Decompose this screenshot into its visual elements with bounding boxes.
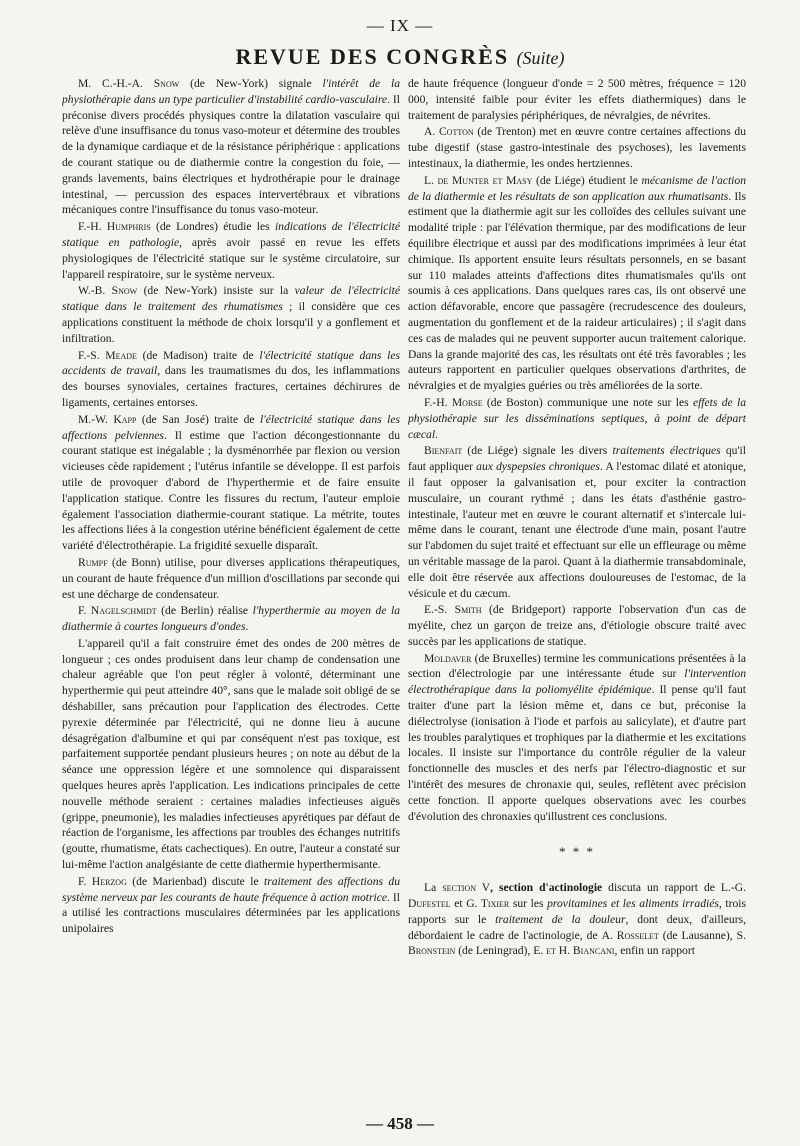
body-text: La (424, 881, 443, 895)
author-name: F.-H. Morse (424, 395, 483, 409)
body-text: (de Bonn) utilise, pour diverses applications thérapeutiques, un courant de haute fréquence d'un million d'oscillations par seconde qui est une décharge de condensateur. (62, 555, 400, 601)
paragraph (408, 124, 746, 171)
paragraph (62, 555, 400, 602)
body-text: , après avoir passé en revue les effets physiologiques de l'électricité statique sur le système circulatoire, sur l'appareil respiratoire, sur le système nerveux. (62, 235, 400, 281)
body-text: , trois rapports sur le (408, 897, 746, 926)
author-name: M.-W. Kapp (78, 412, 137, 426)
left-column (62, 76, 400, 1106)
body-text: (de New-York) insiste sur la (137, 284, 295, 298)
body-text: (de Liége) signale les divers (462, 444, 613, 458)
author-name: G. Tixier (466, 897, 510, 911)
author-name: L. de Munter et Masy (424, 173, 533, 187)
body-text: . Il préconise divers procédés physiques contre la dilatation vasculaire qui relève d'une insuffisance du tonus vaso-moteur et détermine des troubles de la dynamique cardiaque et de la résistance périphérique : applications de courant statique ou de diathermie contre la congestion du foie, — grands lavements, bains électriques et hydrothérapie pour le drainage intestinal, — percussion des espaces intervertébraux et vibrations mécaniques contre l'insuffisance du tonus vaso-moteur. (62, 92, 400, 217)
section-label: section V (442, 881, 491, 895)
paragraph (62, 412, 400, 554)
body-text: (de New-York) signale (179, 77, 323, 90)
author-name: S. Bronstein (408, 928, 746, 958)
paragraph (62, 348, 400, 411)
bold-text: , section d'actinologie (490, 881, 603, 895)
body-text: . Ils estiment que la diathermie agit sur les colloïdes des cellules suivant une modalité triple : par l'élévation thermique, par des modifications de leur équilibre électrique et aussi par des modifications imprimées à leur état chimique. Ils apportent ensuite leurs résultats personnels, en se basant sur 110 malades atteints d'affections dites rhumatismales qu'ils ont soumis à ces applications. Dans quelques rares cas, ils ont observé une action défavorable, encore que passagère (recrudescence des douleurs, augmentation du gonflement et de la raideur articulaires) ; il s'agit dans ces cas de malades qui ne peuvent supporter aucun traitement calorique. Dans la grande majorité des cas, les résultats ont été très favorables ; les auteurs rapportent en particulier quelques observations d'arthrites, de névralgies et de myalgies guéries ou très améliorées de la sorte. (408, 189, 746, 393)
author-name: L.-G. Dufestel (408, 881, 746, 911)
body-text: (de Liége) étudient le (532, 173, 642, 187)
paragraph: de haute fréquence (longueur d'onde = 2 500 mètres, fréquence = 120 000, intensité faible pour éviter les effets diathermiques) dans le traitement de paralysies périphériques, de névralgies, de névrites. (408, 77, 746, 122)
author-name: Rumpf (78, 555, 108, 569)
body-text: et (450, 897, 467, 911)
body-text: . Il estime que l'action décongestionnante du courant statique est inégalable ; la dysménorrhée par flexion ou version vicieuses cède rapidement ; l'utérus infantile se développe. Il est parfois utile de provoquer d'abord de l'hyperthermie et de faire ensuite l'application statique. Contre les fissures du rectum, l'auteur emploie également l'association diathermie-courant statique. La métrite, toutes les affections liées à la congestion utérine bénéficient également de cette variété d'électrothérapie. La frigidité sexuelle disparaît. (62, 428, 400, 553)
body-text: (de Leningrad), (455, 944, 534, 958)
author-name: F. Herzog (78, 874, 127, 888)
paragraph (408, 651, 746, 825)
paragraph (62, 874, 400, 937)
body-text: , enfin un rapport (614, 944, 695, 958)
body-text: qu'il faut appliquer (408, 444, 746, 474)
author-name: Moldaver (424, 651, 472, 665)
title-text: REVUE DES CONGRÈS (235, 44, 510, 69)
body-text: (de San José) traite de (136, 412, 261, 426)
body-text: . A l'estomac dilaté et atonique, il faut opposer la galvanisation et, pour exciter la contraction musculaire, un courant rythmé ; dans les états d'asthénie gastro-intestinale, l'auteur met en œuvre le courant alternatif et s'intercale lui-même dans le courant, tenant une électrode d'une main, posant l'autre sur l'abdomen du sujet traité et effectuant sur elle un effleurage ou même un véritable massage de la paroi. Quant à la diathermie transabdominale, elle doit être réservée aux affections douloureuses de l'estomac, de la vésicule et du cæcum. (408, 460, 746, 600)
body-text: discuta un rapport de (602, 881, 721, 895)
paragraph (408, 602, 746, 649)
body-text: (de Berlin) réalise (156, 604, 253, 618)
body-text: sur les (509, 897, 548, 911)
italic-text: indications de l'électricité statique en pathologie (62, 220, 400, 249)
italic-text: provitamines et les aliments irradiés (547, 897, 719, 911)
body-text: (de Bridgeport) rapporte l'observation d'un cas de myélite, chez un garçon de treize ans, d'étiologie obscure traité avec succès par les applications de statique. (408, 603, 746, 648)
section-numeral: — IX — (366, 16, 434, 35)
body-text: , dont deux, d'ailleurs, débordaient le cadre de l'actinologie, de (408, 912, 746, 942)
section-separator: * * * (559, 844, 595, 860)
page-number: — 458 — (366, 1114, 434, 1133)
author-name: E.-S. Smith (424, 603, 482, 617)
author-name: F.-H. Humphris (78, 220, 151, 234)
author-name: E. et H. Biancani (533, 944, 615, 958)
italic-text: l'intérêt de la physiothérapie dans un type particulier d'instabilité cardio-vasculaire (62, 77, 400, 106)
body-text: . Il pense qu'il faut traiter d'une part la lésion même et, dans ce but, préconise la diélectrolyse (ionisation à l'iode et parfois au salicylate), et d'autre part les troubles paralytiques et trophiques par la diathermie et les excitations locales. Il insiste sur l'importance du contrôle régulier de la valeur fonctionnelle des muscles et des nerfs par l'électro-diagnostic et sur l'intérêt des mesures de chronaxie qui, seules, reflètent avec précision cette fonction. Il apporte quelques observations avec les courbes d'évolution des chronaxies qu'illustrent ces conclusions. (408, 683, 746, 823)
body-text: (de Boston) communique une note sur les (482, 395, 693, 409)
paragraph (62, 603, 400, 635)
body-text: (de Londres) étudie les (150, 220, 275, 234)
body-text: (de Lausanne), (658, 928, 737, 942)
italic-text: l'hyperthermie au moyen de la diathermie à courtes longueurs d'ondes (62, 604, 400, 634)
paragraph: L'appareil qu'il a fait construire émet des ondes de 200 mètres de longueur ; ces ondes produisent dans leur champ de condensation une chaleur agréable que l'on peut régler à volonté, déterminant une hyperthermie qui peut atteindre 40°, sans que le malade soit obligé de se déshabiller, sans précaution pour l'application des électrodes. Cette pyrexie déterminée par l'électricité, qui ne donne lieu à aucune désagrégation d'albumine et qui par conséquent n'est pas toxique, est parfaitement supportée pendant plusieurs heures ; on note au début de la séance une oppression légère et une somnolence qui disparaissent quelques heures après l'application. Les indications principales de cette nouvelle méthode seraient : certaines maladies infectieuses aiguës (grippe, pneumonie), les maladies infectieuses apyrétiques par défaut de réaction de l'organisme, les affections par troubles des échanges nutritifs (goutte, rhumatisme, états cachectiques). En outre, l'auteur a constaté sur lui-même l'action analgésiante de cette diathermie hyperthermisante. (62, 636, 400, 872)
italic-text: valeur de l'électricité statique dans le traitement des rhumatismes (62, 284, 400, 314)
italic-text: l'intervention électrothérapique dans la poliomyélite épidémique (408, 667, 746, 697)
author-name: W.-B. Snow (78, 284, 138, 298)
paragraph (408, 880, 746, 959)
author-name: A. Rosselet (601, 928, 659, 942)
body-text: (de Bruxelles) termine les communications présentées à la section d'électrologie par une intéressante étude sur (408, 651, 746, 681)
author-name: A. Cotton (424, 125, 474, 139)
italic-text: effets de la physiothérapie sur les disséminations septiques, à point de départ cæcal (408, 395, 746, 441)
paragraph (62, 76, 400, 218)
body-text: . Il a utilisé les contractions musculaires déterminées par les applications unipolaires (62, 890, 400, 936)
body-text: (de Trenton) met en œuvre contre certaines affections du tube digestif (stase gastro-intestinale des psychoses), les lavements intestinaux, la diathermie, les ondes hertziennes. (408, 125, 746, 170)
author-name: M. C.-H.-A. Snow (78, 77, 180, 90)
paragraph (408, 395, 746, 442)
author-name: Bienfait (424, 444, 463, 458)
body-text: . (245, 620, 249, 634)
right-column (408, 76, 746, 1106)
italic-text: aux dyspepsies chroniques (476, 460, 600, 474)
paragraph (62, 283, 400, 346)
italic-text: l'électricité statique dans les affections pelviennes (62, 412, 400, 442)
italic-text: mécanisme de l'action de la diathermie et les résultats de son application aux rhumatisants (408, 173, 746, 203)
italic-text: traitement des affections du système nerveux par les courants de haute fréquence à action motrice (62, 874, 400, 904)
italic-text: traitement de la douleur (495, 912, 626, 926)
italic-text: traitements électriques (612, 444, 721, 458)
body-text: (de Madison) traite de (136, 348, 260, 362)
author-name: F.-S. Meade (78, 348, 137, 362)
italic-text: l'électricité statique dans les accidents de travail (62, 348, 400, 378)
body-text: (de Marienbad) discute le (126, 874, 264, 888)
author-name: F. Nagelschmidt (78, 604, 157, 618)
body-text: ; il considère que ces applications constituent la méthode de choix lorsqu'il y a gonflement et infiltration. (62, 300, 400, 345)
body-text: . (435, 427, 438, 441)
title-suite: (Suite) (516, 48, 565, 68)
paragraph (408, 443, 746, 601)
paragraph (408, 173, 746, 394)
body-text: , dans les traumatismes du dos, les inflammations des bourses synoviales, certaines fractures, certaines déchirures de ligaments, certaines entorses. (62, 364, 400, 409)
paragraph (62, 219, 400, 282)
page-title (0, 44, 800, 70)
